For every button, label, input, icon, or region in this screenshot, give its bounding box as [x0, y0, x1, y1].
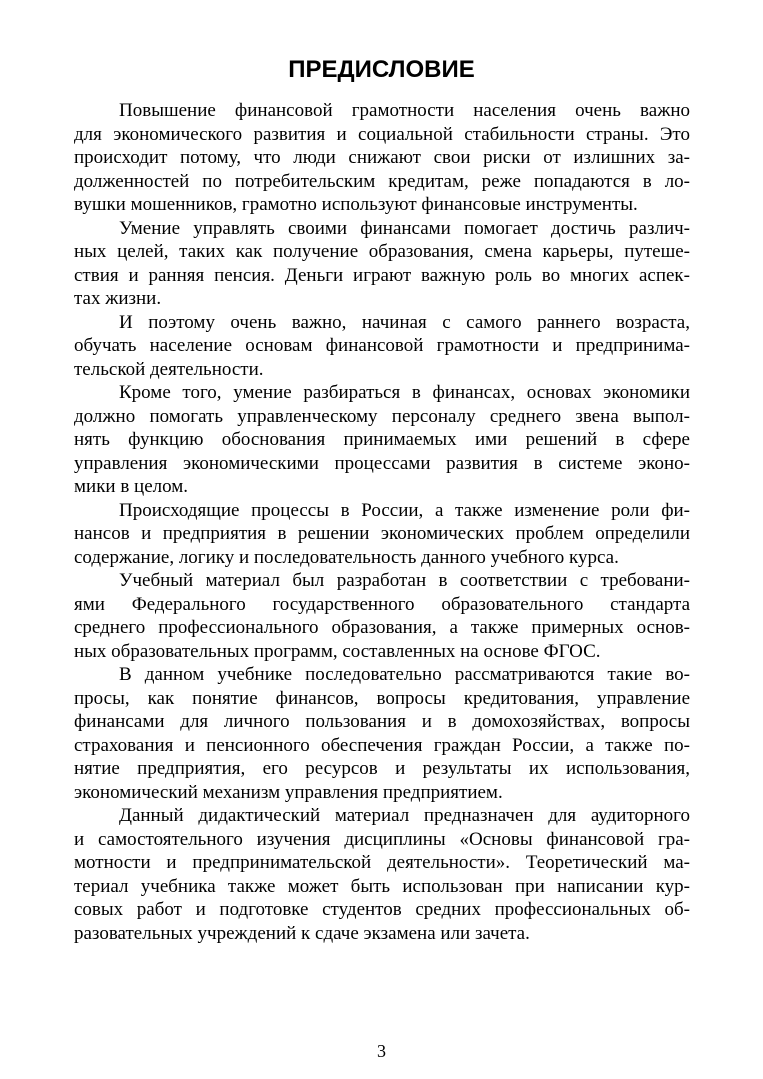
text-line: финансами для личного пользования и в домохозяйствах, вопросы — [74, 711, 690, 732]
text-line: должно помогать управленческому персоналу среднего звена выпол- — [74, 405, 690, 427]
text-line: совых работ и подготовке студентов средних профессиональных об- — [74, 899, 690, 920]
text-line: долженностей по потребительским кредитам, реже попадаются в ло- — [74, 170, 690, 192]
text-line: тельской деятельности. — [74, 358, 264, 380]
text-line: Умение управлять своими финансами помогает достичь различ- — [119, 217, 690, 239]
text-line: нятие предприятия, его ресурсов и результаты их использования, — [74, 758, 690, 779]
page-title: ПРЕДИСЛОВИЕ — [288, 56, 475, 83]
paragraph — [74, 663, 690, 804]
paragraph — [74, 804, 690, 945]
text-line: управления экономическими процессами развития в системе эконо- — [74, 452, 690, 474]
text-line: ных образовательных программ, составленных на основе ФГОС. — [74, 640, 601, 662]
text-line: среднего профессионального образования, а также примерных основ- — [74, 617, 690, 638]
text-line: Учебный материал был разработан в соответствии с требовани- — [119, 570, 690, 591]
text-line: экономический механизм управления предприятием. — [74, 781, 503, 803]
paragraph — [74, 381, 690, 499]
text-line: вушки мошенников, грамотно используют финансовые инструменты. — [74, 194, 638, 215]
text-line: просы, как понятие финансов, вопросы кредитования, управление — [74, 687, 690, 709]
text-line: нять функцию обоснования принимаемых ими решений в сфере — [74, 429, 690, 450]
text-line: мотности и предпринимательской деятельности». Теоретический ма- — [74, 852, 690, 873]
text-line: И поэтому очень важно, начиная с самого раннего возраста, — [119, 311, 690, 333]
text-line: страхования и пенсионного обеспечения граждан России, а также по- — [74, 734, 690, 756]
text-line: мики в целом. — [74, 476, 189, 497]
text-line: В данном учебнике последовательно рассматриваются такие во- — [119, 664, 690, 685]
paragraph — [74, 311, 690, 382]
text-line: происходит потому, что люди снижают свои риски от излишних за- — [74, 147, 690, 168]
text-line: для экономического развития и социальной стабильности страны. Это — [74, 123, 690, 145]
preface-body — [74, 99, 690, 945]
text-line: Происходящие процессы в России, а также изменение роли фи- — [119, 499, 690, 521]
text-line: тах жизни. — [74, 288, 162, 309]
paragraph — [74, 569, 690, 663]
text-line: Кроме того, умение разбираться в финансах, основах экономики — [119, 382, 690, 403]
text-line: Повышение финансовой грамотности населения очень важно — [119, 100, 690, 121]
paragraph — [74, 499, 690, 570]
text-line: и самостоятельного изучения дисциплины «Основы финансовой гра- — [74, 828, 690, 850]
text-line: разовательных учреждений к сдаче экзамена или зачета. — [74, 922, 530, 944]
text-line: ных целей, таких как получение образования, смена карьеры, путеше- — [74, 241, 690, 262]
text-line: обучать население основам финансовой грамотности и предпринима- — [74, 335, 690, 356]
paragraph — [74, 99, 690, 217]
text-line: Данный дидактический материал предназначен для аудиторного — [119, 805, 690, 826]
text-line: териал учебника также может быть использован при написании кур- — [74, 875, 690, 897]
page-number: 3 — [377, 1041, 386, 1061]
text-line: нансов и предприятия в решении экономических проблем определили — [74, 523, 690, 544]
paragraph — [74, 217, 690, 311]
text-line: содержание, логику и последовательность данного учебного курса. — [74, 546, 619, 568]
text-line: ствия и ранняя пенсия. Деньги играют важную роль во многих аспек- — [74, 264, 690, 286]
text-line: ями Федерального государственного образовательного стандарта — [74, 593, 690, 615]
